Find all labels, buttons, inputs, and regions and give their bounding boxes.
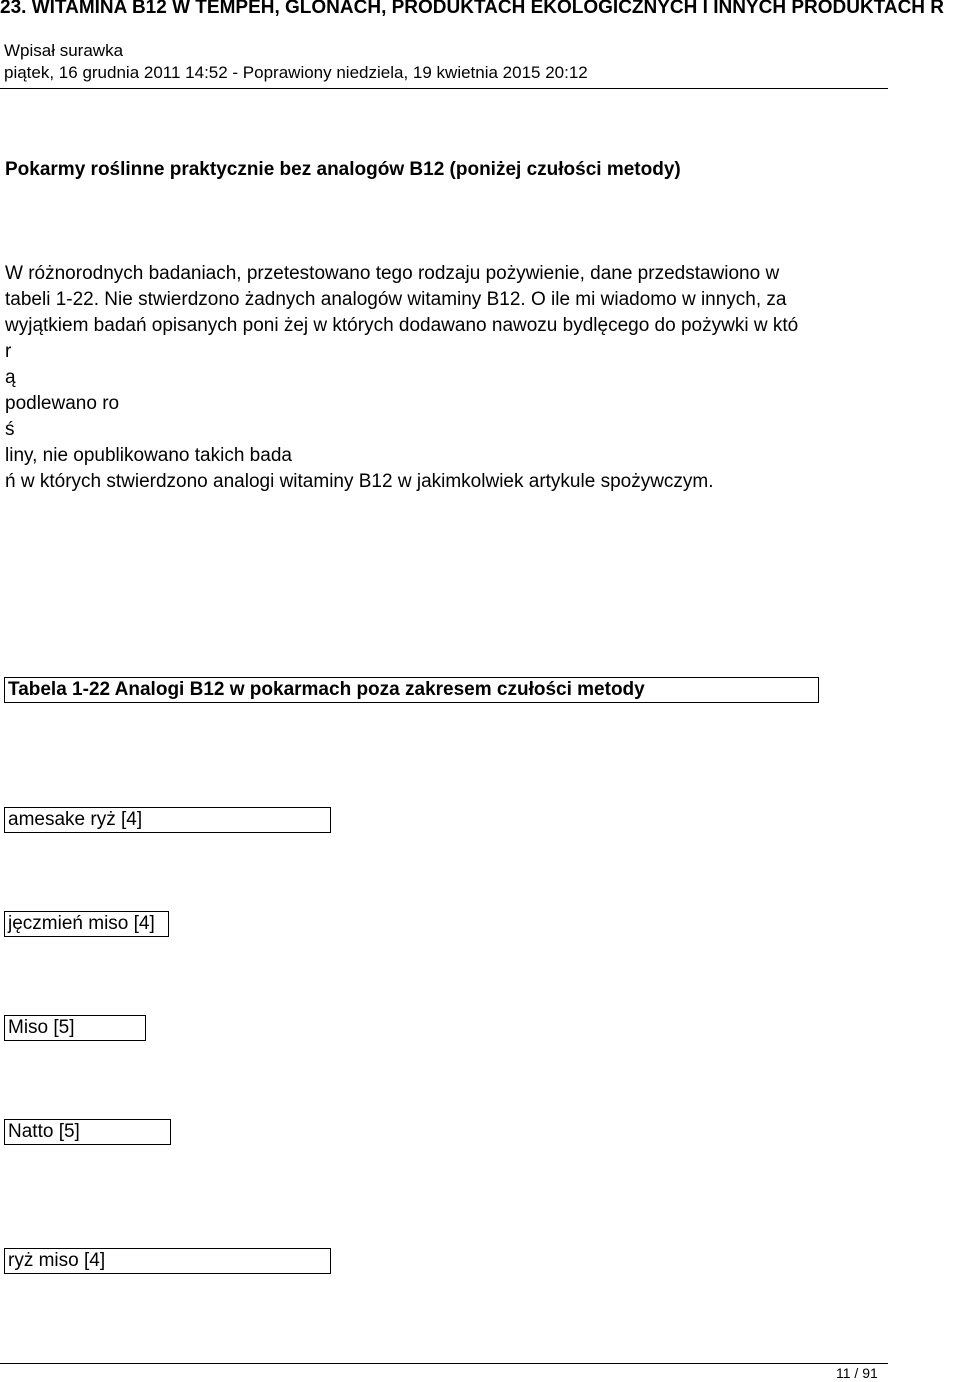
document-title: 23. WITAMINA B12 W TEMPEH, GLONACH, PRODUKTACH EKOLOGICZNYCH I INNYCH PRODUKTACH R	[0, 0, 945, 18]
paragraph-line: W różnorodnych badaniach, przetestowano tego rodzaju pożywienie, dane przedstawiono w	[5, 263, 780, 284]
paragraph-line: wyjątkiem badań opisanych poni żej w których dodawano nawozu bydlęcego do pożywki w któ	[5, 315, 799, 336]
paragraph-line: ś	[5, 419, 15, 440]
table-row: Natto [5]	[4, 1119, 171, 1145]
section-heading: Pokarmy roślinne praktycznie bez analogów B12 (poniżej czułości metody)	[5, 159, 681, 180]
paragraph-line: ń w których stwierdzono analogi witaminy B12 w jakimkolwiek artykule spożywczym.	[5, 471, 714, 492]
paragraph-line: ą	[5, 367, 16, 388]
date-line: piątek, 16 grudnia 2011 14:52 - Poprawiony niedziela, 19 kwietnia 2015 20:12	[4, 63, 588, 82]
paragraph-line: liny, nie opublikowano takich bada	[5, 445, 292, 466]
table-row: Miso [5]	[4, 1015, 146, 1041]
paragraph-line: r	[5, 341, 12, 362]
table-row: amesake ryż [4]	[4, 807, 331, 833]
page-number: 11 / 91	[836, 1365, 878, 1381]
table-row: ryż miso [4]	[4, 1248, 331, 1274]
paragraph-line: podlewano ro	[5, 393, 120, 414]
header-divider	[0, 88, 888, 89]
table-caption: Tabela 1-22 Analogi B12 w pokarmach poza zakresem czułości metody	[4, 677, 819, 703]
footer-divider	[0, 1363, 888, 1364]
author-line: Wpisał surawka	[4, 41, 124, 60]
table-row: jęczmień miso [4]	[4, 911, 169, 937]
paragraph-line: tabeli 1-22. Nie stwierdzono żadnych analogów witaminy B12. O ile mi wiadomo w innych, za	[5, 289, 787, 310]
